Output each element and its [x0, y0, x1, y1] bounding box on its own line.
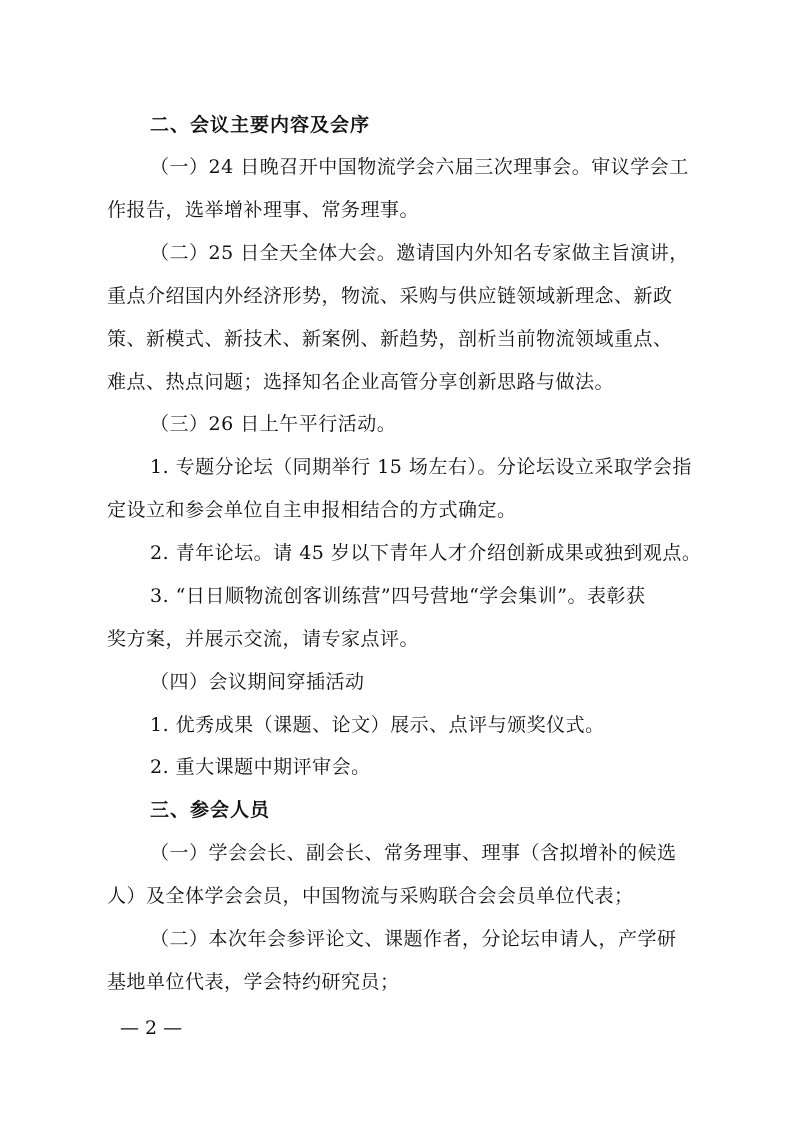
paragraph-line: 策、新模式、新技术、新案例、新趋势，剖析当前物流领域重点、 — [107, 328, 673, 350]
section-heading-meeting-content: 二、会议主要内容及会序 — [150, 114, 371, 136]
paragraph-line: 奖方案，并展示交流，请专家点评。 — [107, 628, 420, 650]
paragraph-line: 难点、热点问题；选择知名企业高管分享创新思路与做法。 — [107, 371, 615, 393]
paragraph-line: （二）本次年会参评论文、课题作者，分论坛申请人，产学研 — [150, 928, 677, 950]
paragraph-line: 2. 青年论坛。请 45 岁以下青年人才介绍创新成果或独到观点。 — [150, 542, 702, 564]
paragraph-line: 定设立和参会单位自主申报相结合的方式确定。 — [107, 499, 517, 521]
paragraph-line: 1. 优秀成果（课题、论文）展示、点评与颁奖仪式。 — [150, 714, 605, 736]
section-heading-attendees: 三、参会人员 — [150, 799, 271, 821]
paragraph-line: （一）24 日晚召开中国物流学会六届三次理事会。审议学会工 — [150, 156, 689, 178]
paragraph-line: 重点介绍国内外经济形势，物流、采购与供应链领域新理念、新政 — [107, 285, 673, 307]
paragraph-line: （一）学会会长、副会长、常务理事、理事（含拟增补的候选 — [150, 842, 677, 864]
paragraph-line: 人）及全体学会会员，中国物流与采购联合会会员单位代表； — [107, 885, 634, 907]
paragraph-line: （三）26 日上午平行活动。 — [150, 413, 397, 435]
paragraph-line: 基地单位代表，学会特约研究员； — [107, 971, 400, 993]
paragraph-line: 3. “日日顺物流创客训练营”四号营地“学会集训”。表彰获 — [150, 585, 646, 607]
paragraph-line: 作报告，选举增补理事、常务理事。 — [107, 199, 420, 221]
paragraph-line: 2. 重大课题中期评审会。 — [150, 756, 371, 778]
page-number: — 2 — — [120, 1017, 183, 1039]
paragraph-line: （二）25 日全天全体大会。邀请国内外知名专家做主旨演讲， — [150, 242, 689, 264]
paragraph-line: 1. 专题分论坛（同期举行 15 场左右）。分论坛设立采取学会指 — [150, 456, 692, 478]
paragraph-line: （四）会议期间穿插活动 — [150, 671, 365, 693]
